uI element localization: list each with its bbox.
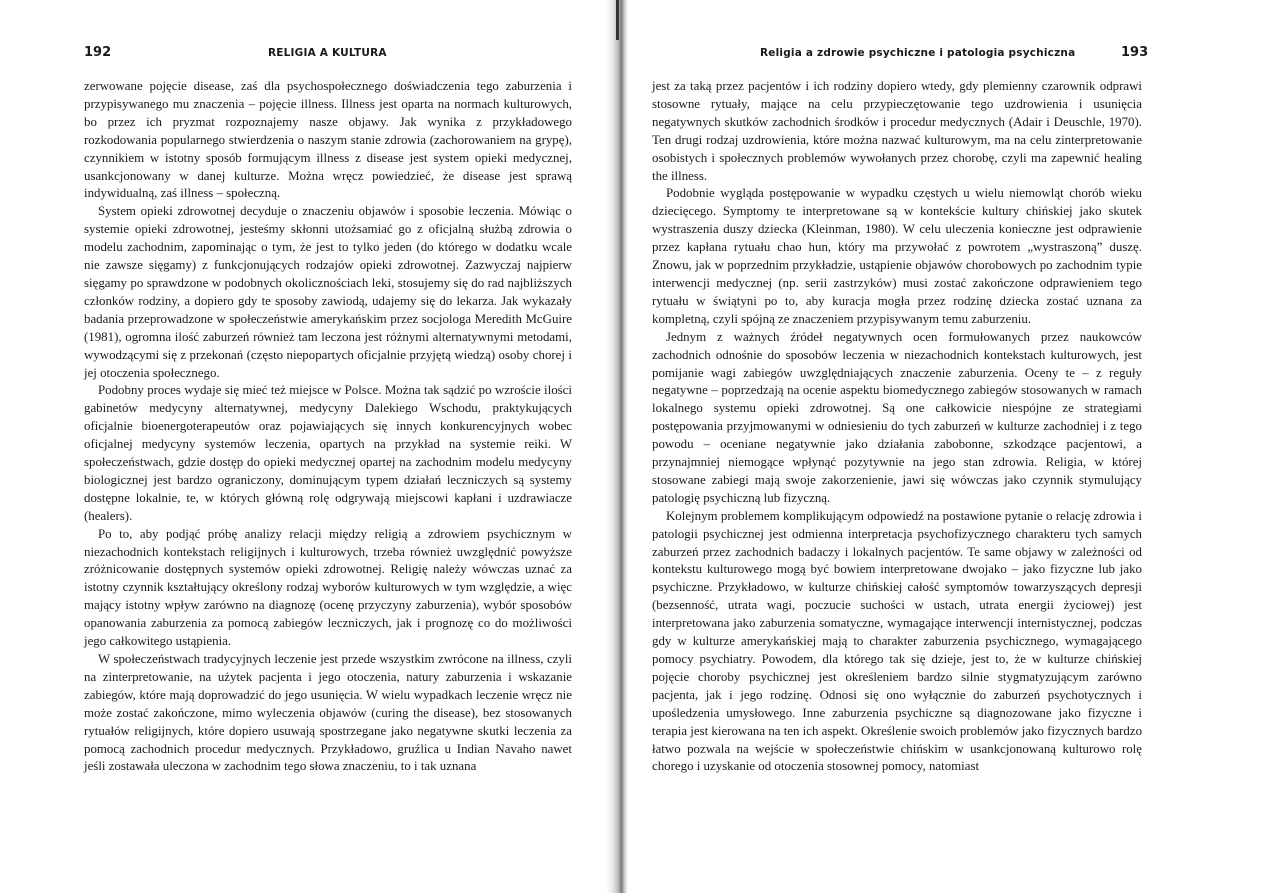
right-page xyxy=(612,0,1263,893)
left-body-text xyxy=(84,78,572,776)
right-paragraph-4: Kolejnym problemem komplikującym odpowiedź na postawione pytanie o relację zdrowia i patologii psychicznej jest odmienna interpretacja psychofizycznego charakteru tych samych zaburzeń przez zachodnich badaczy i lokalnych pacjentów. Te same objawy w zależności od kontekstu kulturowego mogą być bowiem interpretowane dwojako – jako fizyczne lub jako psychiczne. Przykładowo, w kulturze chińskiej całość symptomów towarzyszących depresji (bezsenność, utrata wagi, poczucie suchości w ustach, utrata energii życiowej) jest interpretowana jako zaburzenia somatyczne, wymagające interwencji internistycznej, podczas gdy w kulturze amerykańskiej mają to charakter zaburzenia psychicznego, wymagającego pomocy psychiatry. Powodem, dla którego tak się dzieje, jest to, że w kulturze chińskiej pojęcie choroby psychicznej jest określeniem bardzo silnie stygmatyzującym zarówno pacjenta, jak i jego rodzinę. Odnosi się ono wyłącznie do zaburzeń psychotycznych i upośledzenia umysłowego. Inne zaburzenia psychiczne są diagnozowane jako fizyczne i terapia jest kierowana na ten ich aspekt. Określenie swoich problemów jako fizycznych bardzo łatwo pozwala na wejście w społeczeństwie chińskim w usankcjonowaną kulturowo rolę chorego i uzyskanie od otoczenia stosownej pomocy, natomiast xyxy=(652,508,1143,774)
right-page-number: 193 xyxy=(1121,45,1149,60)
left-page-number: 192 xyxy=(84,45,112,60)
left-paragraph-2: System opieki zdrowotnej decyduje o znaczeniu objawów i sposobie leczenia. Mówiąc o systemie opieki zdrowotnej, jesteśmy skłonni utożsamiać go z oficjalną służbą zdrowia o modelu zachodnim, zapominając o tym, że jest to tylko jeden (do którego w dodatku wcale nie zawsze sięgamy) z funkcjonujących rodzajów opieki zdrowotnej. Zazwyczaj najpierw sięgamy po sprawdzone w podobnych okolicznościach leki, stosujemy się do rad najbliższych członków rodziny, a dopiero gdy te sposoby zawiodą, udajemy się do lekarza. Jak wykazały badania przeprowadzone w społeczeństwie amerykańskim przez socjologa Meredith McGuire (1981), ogromna ilość zaburzeń również tam leczona jest różnymi alternatywnymi metodami, wywodzącymi się z przekonań (często niepopartych oficjalnie przyjętą wiedzą) osoby chorej i jej otoczenia społecznego. xyxy=(84,204,572,380)
left-paragraph-5: W społeczeństwach tradycyjnych leczenie jest przede wszystkim zwrócone na illness, czyli na zinterpretowanie, na użytek pacjenta i jego otoczenia, natury zaburzenia i wskazanie zabiegów, które mają doprowadzić do jego usunięcia. W wielu wypadkach leczenie wręcz nie może zostać zakończone, mimo wyleczenia objawów (curing the disease), bez stosowanych rytuałów religijnych, które dopiero usuwają spostrzegane jako negatywne skutki leczenia za pomocą zachodnich procedur medycznych. Przykładowo, gruźlica u Indian Navaho nawet jeśli zostawała uleczona w zachodnim tego słowa znaczeniu, to i tak uznana xyxy=(84,652,572,774)
left-paragraph-4: Po to, aby podjąć próbę analizy relacji między religią a zdrowiem psychicznym w niezachodnich kontekstach religijnych i kulturowych, trzeba również uwzględnić powyższe zróżnicowanie dostępnych systemów opieki zdrowotnej. Religię należy wówczas uznać za istotny czynnik kształtujący określony rodzaj wyborów kulturowych w tym względzie, a więc mający istotny wpływ zarówno na diagnozę (ocenę przyczyny zaburzenia), wybór sposobów opanowania zaburzenia za pomocą zabiegów leczniczych, jak i prognozę co do możliwości jego całkowitego ustąpienia. xyxy=(84,526,572,649)
left-running-head: RELIGIA A KULTURA xyxy=(268,47,387,59)
right-paragraph-2: Podobnie wygląda postępowanie w wypadku częstych u wielu niemowląt chorób wieku dziecięcego. Symptomy te interpretowane są w kontekście kultury chińskiej jako skutek wystraszenia duszy dziecka (Kleinman, 1980). W celu uleczenia konieczne jest odprawienie przez kapłana rytuału chao hun, który ma przywołać z powrotem „wystraszoną” duszę. Znowu, jak w poprzednim przykładzie, ustąpienie objawów chorobowych po zachodnim typie interwencji medycznej (np. serii zastrzyków) musi zostać zakończone odprawieniem tego rytuału w świątyni po to, aby kuracja mogła przez rodzinę dziecka zostać uznana za kompletną, czyli spójną ze znaczeniem przypisywanym temu zaburzeniu. xyxy=(652,186,1142,326)
left-page xyxy=(0,0,610,893)
left-paragraph-3: Podobny proces wydaje się mieć też miejsce w Polsce. Można tak sądzić po wzroście ilości gabinetów medycyny alternatywnej, medycyny Dalekiego Wschodu, praktykujących oficjalnie bioenergoterapeutów oraz pojawiających się innych konkurencyjnych wobec oficjalnej medycyny systemów leczenia, opartych na przykład na systemie reiki. W społeczeństwach, gdzie dostęp do opieki medycznej opartej na zachodnim modelu medycyny biologicznej jest bardzo ograniczony, dominującym typem działań leczniczych są systemy dostępne lokalnie, te, w których główną rolę odgrywają miejscowi kapłani i uzdrawiacze (healers). xyxy=(84,383,572,523)
right-running-head: Religia a zdrowie psychiczne i patologia psychiczna xyxy=(760,47,1076,59)
right-paragraph-1: jest za taką przez pacjentów i ich rodziny dopiero wtedy, gdy plemienny czarownik odprawi stosowne rytuały, mające na celu przypieczętowanie tego uzdrowienia i usunięcia negatywnych skutków zachodnich środków i procedur medycznych (Adair i Deuschle, 1970). Ten drugi rodzaj uzdrowienia, które można nazwać kulturowym, ma na celu zinterpretowanie osobistych i społecznych problemów wywołanych przez chorobę, czyli ma zapewnić healing the illness. xyxy=(652,79,1142,183)
left-paragraph-1: zerwowane pojęcie disease, zaś dla psychospołecznego doświadczenia tego zaburzenia i przypisywanego mu znaczenia – pojęcie illness. Illness jest oparta na normach kulturowych, bo przez ich pryzmat rozpoznajemy nasze objawy. Jak wynika z przykładowego rozkodowania popularnego stwierdzenia o naszym stanie zdrowia (zachorowaniem na grypę), czynnikiem w istotny sposób formującym illness z disease jest system opieki medycznej, usankcjonowany w danej kulturze. Można wręcz powiedzieć, że disease jest sprawą indywidualną, zaś illness – społeczną. xyxy=(84,79,572,201)
right-body-text xyxy=(652,78,1142,776)
right-paragraph-3: Jednym z ważnych źródeł negatywnych ocen formułowanych przez naukowców zachodnich odnośnie do sposobów leczenia w niezachodnich kontekstach kulturowych, jest pomijanie wagi zabiegów uwzględniających znaczenie zaburzenia. Oceny te – z reguły negatywne – poprzedzają na ocenie aspektu biomedycznego zabiegów stosowanych w ramach lokalnego systemu opieki zdrowotnej. Są one całkowicie niespójne ze strategiami postępowania przyjmowanymi w odniesieniu do tych zaburzeń w kulturze zachodniej i z tego powodu – oceniane negatywnie jako działania zabobonne, szkodzące pacjentowi, a przynajmniej niemogące wpłynąć pozytywnie na jego stan zdrowia. Religia, w której stosowane zabiegi mają swoje zakorzenienie, jawi się wówczas jako czynnik stymulujący patologię psychiczną lub fizyczną. xyxy=(652,329,1142,505)
